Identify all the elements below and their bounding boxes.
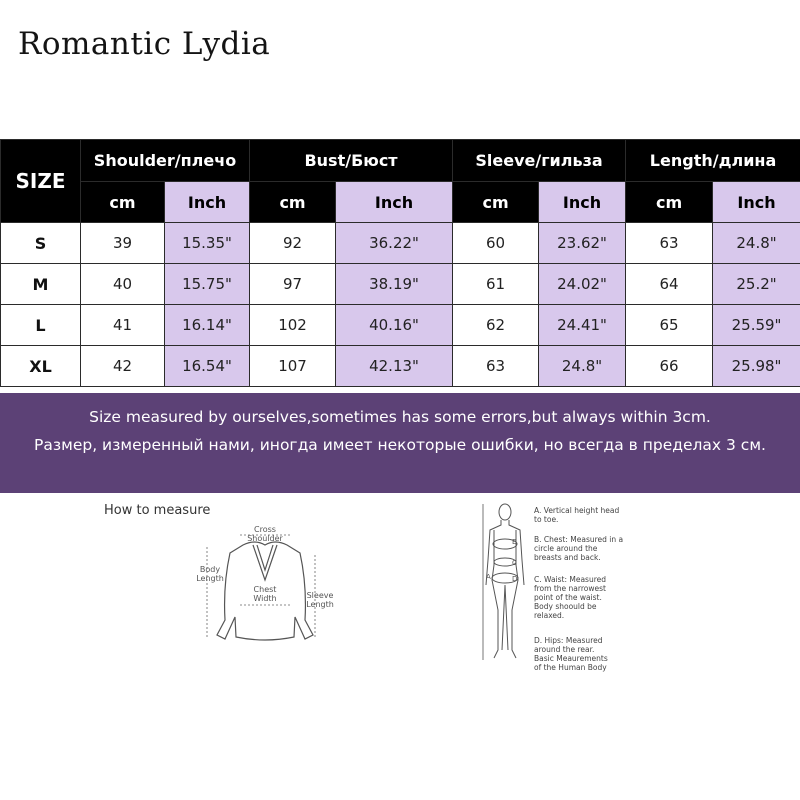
body-length-label: Body Length xyxy=(196,565,224,583)
table-cell: 102 xyxy=(250,305,336,346)
table-cell: 40 xyxy=(81,264,165,305)
how-to-measure-section xyxy=(0,495,800,800)
table-cell: 15.35" xyxy=(165,223,250,264)
table-cell: 40.16" xyxy=(336,305,453,346)
how-to-measure-title: How to measure xyxy=(104,503,211,518)
group-header-sleeve: Sleeve/гильза xyxy=(453,140,626,182)
unit-inch-header: Inch xyxy=(713,182,800,223)
size-label: S xyxy=(1,223,81,264)
table-cell: 24.41" xyxy=(539,305,626,346)
unit-cm-header: cm xyxy=(81,182,165,223)
table-cell: 23.62" xyxy=(539,223,626,264)
table-cell: 42.13" xyxy=(336,346,453,387)
unit-cm-header: cm xyxy=(626,182,713,223)
figure-letter-a: A xyxy=(486,573,491,581)
table-cell: 64 xyxy=(626,264,713,305)
table-cell: 107 xyxy=(250,346,336,387)
table-row xyxy=(1,346,800,387)
body-figure-diagram xyxy=(480,500,530,665)
unit-inch-header: Inch xyxy=(336,182,453,223)
table-cell: 39 xyxy=(81,223,165,264)
table-cell: 61 xyxy=(453,264,539,305)
note-russian: Размер, измеренный нами, иногда имеет некоторые ошибки, но всегда в пределах 3 см. xyxy=(34,436,766,454)
table-cell: 15.75" xyxy=(165,264,250,305)
size-header: SIZE xyxy=(1,140,81,223)
figure-letter-d: D xyxy=(512,575,518,583)
table-cell: 38.19" xyxy=(336,264,453,305)
table-cell: 25.59" xyxy=(713,305,800,346)
legend-c: C. Waist: Measured from the narrowest point of the waist. Body shoould be relaxed. xyxy=(534,575,607,620)
size-label: M xyxy=(1,264,81,305)
legend-a: A. Vertical height head to toe. xyxy=(534,506,620,524)
figure-letter-b: B xyxy=(512,538,517,546)
table-cell: 92 xyxy=(250,223,336,264)
brand-logo: Romantic Lydia xyxy=(18,26,271,62)
sleeve-length-label: Sleeve Length xyxy=(306,591,334,609)
table-cell: 42 xyxy=(81,346,165,387)
table-cell: 25.2" xyxy=(713,264,800,305)
table-cell: 66 xyxy=(626,346,713,387)
table-cell: 63 xyxy=(626,223,713,264)
table-cell: 97 xyxy=(250,264,336,305)
table-cell: 16.54" xyxy=(165,346,250,387)
unit-inch-header: Inch xyxy=(165,182,250,223)
table-cell: 62 xyxy=(453,305,539,346)
group-header-shoulder: Shoulder/плечо xyxy=(81,140,250,182)
legend-b: B. Chest: Measured in a circle around the breasts and back. xyxy=(534,535,624,562)
table-cell: 65 xyxy=(626,305,713,346)
table-cell: 24.8" xyxy=(539,346,626,387)
table-cell: 24.02" xyxy=(539,264,626,305)
table-cell: 25.98" xyxy=(713,346,800,387)
table-row xyxy=(1,305,800,346)
legend-d: D. Hips: Measured around the rear. Basic Meaurements of the Human Body xyxy=(534,636,608,672)
chest-width-label: Chest Width xyxy=(253,585,277,603)
size-chart-table xyxy=(0,139,800,387)
group-header-length: Length/длина xyxy=(626,140,800,182)
table-cell: 63 xyxy=(453,346,539,387)
unit-cm-header: cm xyxy=(453,182,539,223)
table-cell: 16.14" xyxy=(165,305,250,346)
table-row xyxy=(1,223,800,264)
figure-letter-c: C xyxy=(512,559,517,567)
table-cell: 24.8" xyxy=(713,223,800,264)
group-header-bust: Bust/Бюст xyxy=(250,140,453,182)
note-english: Size measured by ourselves,sometimes has some errors,but always within 3cm. xyxy=(89,408,711,426)
size-label: L xyxy=(1,305,81,346)
table-cell: 60 xyxy=(453,223,539,264)
cross-shoulder-label: Cross Shoulder xyxy=(247,525,283,543)
table-cell: 36.22" xyxy=(336,223,453,264)
measurement-note xyxy=(0,393,800,493)
table-cell: 41 xyxy=(81,305,165,346)
unit-cm-header: cm xyxy=(250,182,336,223)
table-row xyxy=(1,264,800,305)
unit-inch-header: Inch xyxy=(539,182,626,223)
size-label: XL xyxy=(1,346,81,387)
